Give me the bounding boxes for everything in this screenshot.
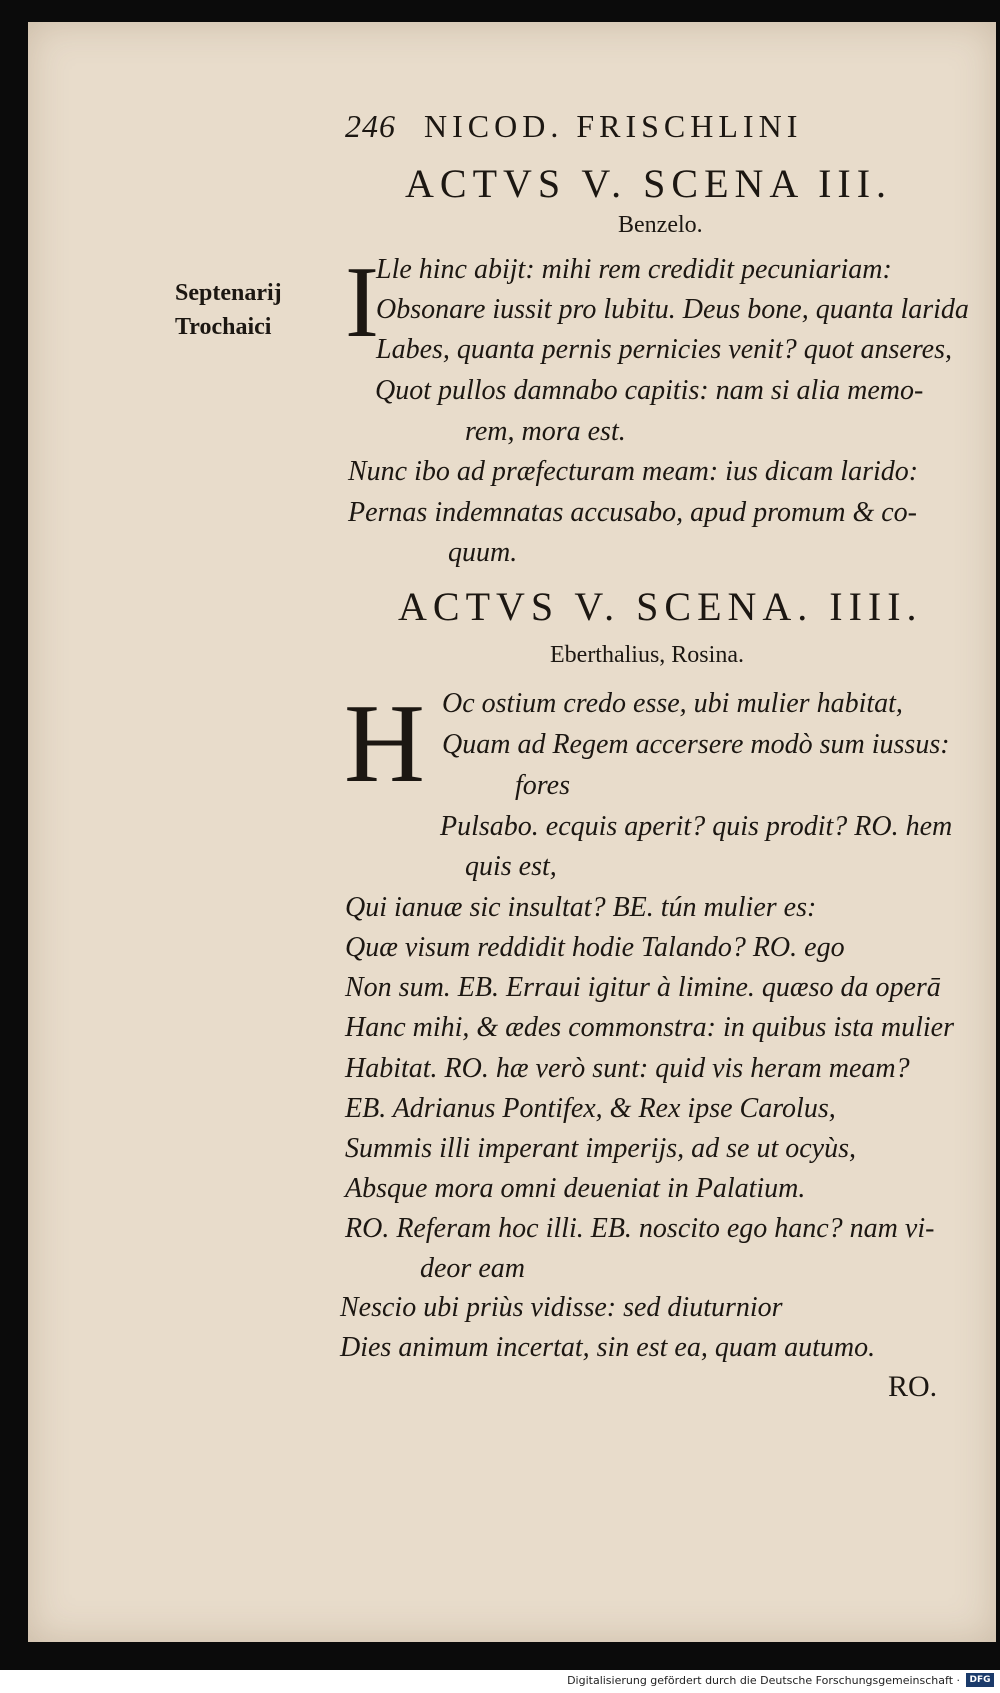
catchword: RO. (888, 1370, 938, 1403)
dropcap-i: I (345, 246, 379, 359)
verse-line: EB. Adrianus Pontifex, & Rex ipse Carolus, (345, 1093, 836, 1124)
verse-line: Pernas indemnatas accusabo, apud promum & co- (348, 497, 918, 528)
verse-line: Obsonare iussit pro lubitu. Deus bone, quanta larida (376, 294, 969, 325)
verse-line: Hanc mihi, & ædes commonstra: in quibus ista mulier (345, 1012, 954, 1043)
verse-line: Nunc ibo ad præfecturam meam: ius dicam larido: (348, 456, 919, 487)
verse-line: Lle hinc abijt: mihi rem credidit pecuniariam: (376, 254, 892, 285)
margin-note-line-2: Trochaici (175, 314, 272, 340)
footer-credit: Digitalisierung gefördert durch die Deutsche Forschungsgemeinschaft · (567, 1674, 960, 1687)
verse-line: Non sum. EB. Erraui igitur à limine. quæso da operā (345, 972, 941, 1003)
verse-line: Pulsabo. ecquis aperit? quis prodit? RO. hem (440, 811, 953, 842)
verse-line: fores (515, 770, 570, 801)
verse-line: Qui ianuæ sic insultat? BE. tún mulier es: (345, 892, 817, 923)
verse-line: Quæ visum reddidit hodie Talando? RO. ego (345, 932, 845, 963)
verse-line: Labes, quanta pernis pernicies venit? quot anseres, (376, 334, 953, 365)
running-head (345, 108, 905, 145)
margin-note (175, 276, 315, 344)
scene-4-title: ACTVS V. SCENA. IIII. (398, 584, 923, 629)
scene-3-speaker: Benzelo. (618, 212, 703, 238)
verse-line: Habitat. RO. hæ verò sunt: quid vis heram meam? (345, 1053, 910, 1084)
verse-line: Quam ad Regem accersere modò sum iussus: (442, 729, 950, 760)
verse-line: Quot pullos damnabo capitis: nam si alia memo- (375, 375, 924, 406)
verse-line: Oc ostium credo esse, ubi mulier habitat, (442, 688, 903, 719)
dropcap-h: H (344, 682, 425, 806)
running-title: NICOD. FRISCHLINI (424, 108, 803, 144)
verse-line: quum. (448, 537, 518, 568)
scene-4-speakers: Eberthalius, Rosina. (550, 642, 744, 668)
verse-line: quis est, (465, 851, 557, 882)
scene-3-title: ACTVS V. SCENA III. (405, 161, 893, 206)
verse-line: rem, mora est. (465, 416, 626, 447)
page-number: 246 (345, 108, 396, 144)
verse-line: Dies animum incertat, sin est ea, quam autumo. (340, 1332, 876, 1363)
verse-line: Nescio ubi priùs vidisse: sed diuturnior (340, 1292, 783, 1323)
verse-line: deor eam (420, 1253, 525, 1284)
margin-note-line-1: Septenarij (175, 280, 282, 306)
dfg-logo: DFG (966, 1673, 994, 1687)
verse-line: Absque mora omni deueniat in Palatium. (345, 1173, 806, 1204)
verse-line: RO. Referam hoc illi. EB. noscito ego hanc? nam vi- (345, 1213, 935, 1244)
verse-line: Summis illi imperant imperijs, ad se ut ocyùs, (345, 1133, 856, 1164)
